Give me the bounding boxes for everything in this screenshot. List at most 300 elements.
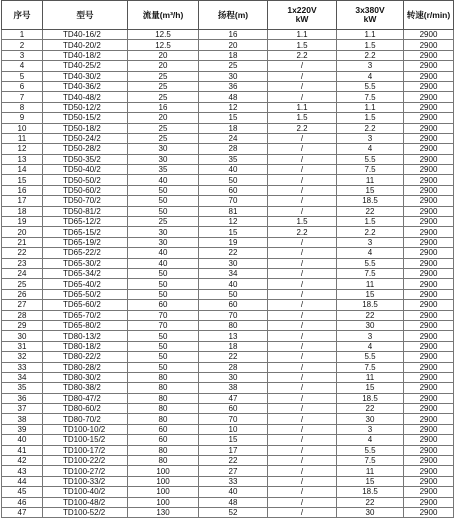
cell-index: 23 bbox=[2, 258, 43, 268]
cell-head: 38 bbox=[199, 383, 268, 393]
cell-speed: 2900 bbox=[404, 40, 454, 50]
cell-flow: 60 bbox=[128, 424, 199, 434]
cell-head: 19 bbox=[199, 237, 268, 247]
cell-flow: 30 bbox=[128, 154, 199, 164]
table-row bbox=[2, 476, 454, 486]
cell-model: TD40-20/2 bbox=[43, 40, 128, 50]
cell-index: 16 bbox=[2, 185, 43, 195]
cell-head: 47 bbox=[199, 393, 268, 403]
table-row bbox=[2, 248, 454, 258]
cell-flow: 35 bbox=[128, 165, 199, 175]
cell-power-1ph: / bbox=[268, 466, 337, 476]
cell-speed: 2900 bbox=[404, 393, 454, 403]
table-row bbox=[2, 352, 454, 362]
cell-model: TD65-50/2 bbox=[43, 289, 128, 299]
cell-head: 34 bbox=[199, 268, 268, 278]
header-power-1ph-unit: kW bbox=[295, 14, 309, 24]
cell-flow: 80 bbox=[128, 456, 199, 466]
cell-power-3ph: 7.5 bbox=[337, 456, 404, 466]
cell-power-1ph: / bbox=[268, 206, 337, 216]
cell-index: 34 bbox=[2, 372, 43, 382]
cell-power-3ph: 5.5 bbox=[337, 445, 404, 455]
cell-model: TD65-15/2 bbox=[43, 227, 128, 237]
cell-head: 48 bbox=[199, 92, 268, 102]
cell-power-1ph: 2.2 bbox=[268, 227, 337, 237]
cell-model: TD100-15/2 bbox=[43, 435, 128, 445]
cell-power-1ph: / bbox=[268, 341, 337, 351]
cell-flow: 25 bbox=[128, 217, 199, 227]
table-row bbox=[2, 30, 454, 40]
cell-power-3ph: 5.5 bbox=[337, 81, 404, 91]
cell-power-1ph: / bbox=[268, 372, 337, 382]
cell-power-1ph: / bbox=[268, 61, 337, 71]
cell-power-3ph: 11 bbox=[337, 175, 404, 185]
cell-power-3ph: 4 bbox=[337, 248, 404, 258]
cell-head: 13 bbox=[199, 331, 268, 341]
table-row bbox=[2, 383, 454, 393]
cell-power-1ph: / bbox=[268, 404, 337, 414]
cell-flow: 50 bbox=[128, 331, 199, 341]
cell-model: TD50-28/2 bbox=[43, 144, 128, 154]
cell-index: 7 bbox=[2, 92, 43, 102]
cell-power-3ph: 18.5 bbox=[337, 196, 404, 206]
cell-power-3ph: 22 bbox=[337, 206, 404, 216]
cell-index: 13 bbox=[2, 154, 43, 164]
cell-power-3ph: 11 bbox=[337, 466, 404, 476]
cell-index: 18 bbox=[2, 206, 43, 216]
cell-head: 30 bbox=[199, 258, 268, 268]
header-flow: 流量(m³/h) bbox=[128, 1, 199, 30]
cell-model: TD65-22/2 bbox=[43, 248, 128, 258]
cell-speed: 2900 bbox=[404, 268, 454, 278]
cell-index: 28 bbox=[2, 310, 43, 320]
cell-model: TD100-40/2 bbox=[43, 487, 128, 497]
cell-head: 81 bbox=[199, 206, 268, 216]
cell-index: 1 bbox=[2, 30, 43, 40]
cell-speed: 2900 bbox=[404, 435, 454, 445]
cell-speed: 2900 bbox=[404, 383, 454, 393]
table-row bbox=[2, 279, 454, 289]
cell-flow: 20 bbox=[128, 61, 199, 71]
table-row bbox=[2, 165, 454, 175]
cell-model: TD65-12/2 bbox=[43, 217, 128, 227]
cell-power-1ph: / bbox=[268, 92, 337, 102]
cell-flow: 20 bbox=[128, 50, 199, 60]
cell-index: 10 bbox=[2, 123, 43, 133]
cell-model: TD50-35/2 bbox=[43, 154, 128, 164]
cell-power-3ph: 30 bbox=[337, 320, 404, 330]
cell-index: 25 bbox=[2, 279, 43, 289]
cell-speed: 2900 bbox=[404, 227, 454, 237]
cell-head: 10 bbox=[199, 424, 268, 434]
cell-power-1ph: / bbox=[268, 289, 337, 299]
header-model: 型号 bbox=[43, 1, 128, 30]
table-row bbox=[2, 445, 454, 455]
cell-model: TD50-70/2 bbox=[43, 196, 128, 206]
cell-flow: 50 bbox=[128, 279, 199, 289]
cell-head: 48 bbox=[199, 497, 268, 507]
cell-power-3ph: 18.5 bbox=[337, 487, 404, 497]
cell-power-1ph: / bbox=[268, 258, 337, 268]
cell-index: 9 bbox=[2, 113, 43, 123]
cell-power-1ph: / bbox=[268, 237, 337, 247]
header-index: 序号 bbox=[2, 1, 43, 30]
cell-speed: 2900 bbox=[404, 331, 454, 341]
cell-power-3ph: 15 bbox=[337, 383, 404, 393]
cell-model: TD80-28/2 bbox=[43, 362, 128, 372]
cell-power-1ph: / bbox=[268, 71, 337, 81]
cell-head: 27 bbox=[199, 466, 268, 476]
cell-power-1ph: / bbox=[268, 445, 337, 455]
cell-flow: 100 bbox=[128, 466, 199, 476]
cell-power-3ph: 7.5 bbox=[337, 268, 404, 278]
cell-power-1ph: / bbox=[268, 268, 337, 278]
cell-flow: 50 bbox=[128, 206, 199, 216]
cell-speed: 2900 bbox=[404, 476, 454, 486]
table-row bbox=[2, 123, 454, 133]
cell-power-1ph: / bbox=[268, 279, 337, 289]
cell-flow: 50 bbox=[128, 185, 199, 195]
cell-power-1ph: / bbox=[268, 300, 337, 310]
cell-head: 18 bbox=[199, 341, 268, 351]
cell-index: 42 bbox=[2, 456, 43, 466]
header-speed: 转速(r/min) bbox=[404, 1, 454, 30]
cell-power-1ph: / bbox=[268, 248, 337, 258]
cell-model: TD100-10/2 bbox=[43, 424, 128, 434]
cell-flow: 80 bbox=[128, 383, 199, 393]
cell-head: 60 bbox=[199, 300, 268, 310]
cell-speed: 2900 bbox=[404, 497, 454, 507]
cell-flow: 20 bbox=[128, 113, 199, 123]
cell-power-3ph: 22 bbox=[337, 497, 404, 507]
cell-speed: 2900 bbox=[404, 92, 454, 102]
cell-model: TD80-18/2 bbox=[43, 341, 128, 351]
cell-model: TD50-18/2 bbox=[43, 123, 128, 133]
cell-speed: 2900 bbox=[404, 144, 454, 154]
cell-index: 5 bbox=[2, 71, 43, 81]
cell-head: 50 bbox=[199, 175, 268, 185]
cell-index: 40 bbox=[2, 435, 43, 445]
cell-index: 35 bbox=[2, 383, 43, 393]
cell-flow: 80 bbox=[128, 414, 199, 424]
cell-flow: 30 bbox=[128, 227, 199, 237]
cell-speed: 2900 bbox=[404, 185, 454, 195]
cell-power-1ph: / bbox=[268, 393, 337, 403]
header-power-3ph-voltage: 3x380V bbox=[355, 5, 385, 16]
cell-flow: 25 bbox=[128, 123, 199, 133]
cell-head: 30 bbox=[199, 372, 268, 382]
cell-flow: 100 bbox=[128, 476, 199, 486]
table-body bbox=[2, 30, 454, 518]
cell-power-1ph: / bbox=[268, 456, 337, 466]
cell-model: TD80-70/2 bbox=[43, 414, 128, 424]
table-row bbox=[2, 175, 454, 185]
cell-speed: 2900 bbox=[404, 310, 454, 320]
cell-power-1ph: / bbox=[268, 497, 337, 507]
cell-speed: 2900 bbox=[404, 102, 454, 112]
cell-power-3ph: 1.1 bbox=[337, 30, 404, 40]
cell-power-3ph: 3 bbox=[337, 133, 404, 143]
cell-model: TD40-30/2 bbox=[43, 71, 128, 81]
cell-model: TD50-40/2 bbox=[43, 165, 128, 175]
cell-index: 11 bbox=[2, 133, 43, 143]
cell-flow: 25 bbox=[128, 81, 199, 91]
cell-model: TD40-36/2 bbox=[43, 81, 128, 91]
table-row bbox=[2, 258, 454, 268]
table-row bbox=[2, 154, 454, 164]
cell-head: 15 bbox=[199, 113, 268, 123]
cell-index: 33 bbox=[2, 362, 43, 372]
table-row bbox=[2, 414, 454, 424]
cell-flow: 100 bbox=[128, 487, 199, 497]
cell-head: 12 bbox=[199, 217, 268, 227]
cell-power-1ph: / bbox=[268, 81, 337, 91]
cell-power-1ph: / bbox=[268, 133, 337, 143]
cell-flow: 130 bbox=[128, 507, 199, 517]
cell-head: 70 bbox=[199, 196, 268, 206]
header-power-3ph-unit: kW bbox=[363, 14, 377, 24]
cell-index: 15 bbox=[2, 175, 43, 185]
cell-flow: 25 bbox=[128, 92, 199, 102]
table-row bbox=[2, 424, 454, 434]
cell-power-1ph: / bbox=[268, 424, 337, 434]
cell-model: TD50-60/2 bbox=[43, 185, 128, 195]
cell-flow: 80 bbox=[128, 393, 199, 403]
cell-model: TD65-34/2 bbox=[43, 268, 128, 278]
cell-head: 50 bbox=[199, 289, 268, 299]
cell-index: 43 bbox=[2, 466, 43, 476]
cell-power-1ph: 1.5 bbox=[268, 40, 337, 50]
cell-power-3ph: 2.2 bbox=[337, 123, 404, 133]
cell-power-3ph: 18.5 bbox=[337, 300, 404, 310]
cell-speed: 2900 bbox=[404, 507, 454, 517]
cell-power-1ph: / bbox=[268, 320, 337, 330]
table-row bbox=[2, 362, 454, 372]
cell-model: TD65-80/2 bbox=[43, 320, 128, 330]
cell-power-1ph: 1.1 bbox=[268, 102, 337, 112]
cell-flow: 25 bbox=[128, 133, 199, 143]
cell-head: 22 bbox=[199, 352, 268, 362]
cell-power-1ph: / bbox=[268, 310, 337, 320]
cell-index: 24 bbox=[2, 268, 43, 278]
header-power-1ph bbox=[268, 1, 337, 30]
table-header bbox=[2, 1, 454, 30]
cell-flow: 30 bbox=[128, 237, 199, 247]
table-row bbox=[2, 237, 454, 247]
cell-head: 80 bbox=[199, 320, 268, 330]
table-row bbox=[2, 206, 454, 216]
cell-power-1ph: / bbox=[268, 175, 337, 185]
cell-power-1ph: / bbox=[268, 487, 337, 497]
cell-speed: 2900 bbox=[404, 248, 454, 258]
cell-speed: 2900 bbox=[404, 217, 454, 227]
cell-speed: 2900 bbox=[404, 320, 454, 330]
cell-index: 39 bbox=[2, 424, 43, 434]
cell-power-3ph: 22 bbox=[337, 310, 404, 320]
cell-flow: 80 bbox=[128, 372, 199, 382]
cell-index: 47 bbox=[2, 507, 43, 517]
cell-flow: 50 bbox=[128, 362, 199, 372]
cell-model: TD100-48/2 bbox=[43, 497, 128, 507]
cell-power-3ph: 5.5 bbox=[337, 258, 404, 268]
cell-model: TD80-38/2 bbox=[43, 383, 128, 393]
cell-flow: 40 bbox=[128, 175, 199, 185]
header-row bbox=[2, 1, 454, 30]
table-row bbox=[2, 71, 454, 81]
cell-speed: 2900 bbox=[404, 279, 454, 289]
cell-power-3ph: 5.5 bbox=[337, 154, 404, 164]
cell-index: 44 bbox=[2, 476, 43, 486]
cell-model: TD50-15/2 bbox=[43, 113, 128, 123]
cell-index: 41 bbox=[2, 445, 43, 455]
cell-power-1ph: 1.5 bbox=[268, 113, 337, 123]
table-row bbox=[2, 144, 454, 154]
table-row bbox=[2, 133, 454, 143]
cell-head: 17 bbox=[199, 445, 268, 455]
cell-power-3ph: 15 bbox=[337, 185, 404, 195]
cell-flow: 25 bbox=[128, 71, 199, 81]
cell-power-3ph: 18.5 bbox=[337, 393, 404, 403]
table-row bbox=[2, 320, 454, 330]
cell-power-1ph: / bbox=[268, 476, 337, 486]
cell-speed: 2900 bbox=[404, 341, 454, 351]
cell-speed: 2900 bbox=[404, 237, 454, 247]
cell-speed: 2900 bbox=[404, 300, 454, 310]
pump-spec-table bbox=[1, 0, 454, 518]
cell-speed: 2900 bbox=[404, 362, 454, 372]
cell-head: 18 bbox=[199, 123, 268, 133]
cell-head: 70 bbox=[199, 310, 268, 320]
cell-index: 45 bbox=[2, 487, 43, 497]
table-row bbox=[2, 487, 454, 497]
cell-head: 22 bbox=[199, 248, 268, 258]
cell-model: TD50-12/2 bbox=[43, 102, 128, 112]
table-row bbox=[2, 435, 454, 445]
cell-head: 22 bbox=[199, 456, 268, 466]
cell-flow: 60 bbox=[128, 435, 199, 445]
cell-index: 8 bbox=[2, 102, 43, 112]
cell-power-3ph: 30 bbox=[337, 414, 404, 424]
cell-model: TD100-52/2 bbox=[43, 507, 128, 517]
cell-flow: 80 bbox=[128, 404, 199, 414]
cell-power-1ph: 1.1 bbox=[268, 30, 337, 40]
cell-speed: 2900 bbox=[404, 424, 454, 434]
table-row bbox=[2, 50, 454, 60]
cell-flow: 16 bbox=[128, 102, 199, 112]
cell-index: 31 bbox=[2, 341, 43, 351]
table-row bbox=[2, 185, 454, 195]
cell-index: 27 bbox=[2, 300, 43, 310]
cell-speed: 2900 bbox=[404, 289, 454, 299]
cell-power-1ph: / bbox=[268, 144, 337, 154]
cell-head: 15 bbox=[199, 227, 268, 237]
cell-power-3ph: 7.5 bbox=[337, 92, 404, 102]
cell-head: 60 bbox=[199, 404, 268, 414]
header-power-1ph-voltage: 1x220V bbox=[287, 5, 317, 16]
cell-power-1ph: / bbox=[268, 196, 337, 206]
cell-index: 12 bbox=[2, 144, 43, 154]
cell-speed: 2900 bbox=[404, 352, 454, 362]
cell-power-3ph: 3 bbox=[337, 424, 404, 434]
table-row bbox=[2, 217, 454, 227]
cell-index: 4 bbox=[2, 61, 43, 71]
cell-index: 14 bbox=[2, 165, 43, 175]
cell-flow: 50 bbox=[128, 196, 199, 206]
table-row bbox=[2, 331, 454, 341]
table-row bbox=[2, 372, 454, 382]
cell-head: 25 bbox=[199, 61, 268, 71]
table-row bbox=[2, 102, 454, 112]
table-row bbox=[2, 268, 454, 278]
table-row bbox=[2, 300, 454, 310]
cell-speed: 2900 bbox=[404, 175, 454, 185]
cell-power-1ph: / bbox=[268, 185, 337, 195]
cell-flow: 50 bbox=[128, 289, 199, 299]
cell-speed: 2900 bbox=[404, 133, 454, 143]
cell-model: TD50-81/2 bbox=[43, 206, 128, 216]
cell-head: 30 bbox=[199, 71, 268, 81]
cell-model: TD100-33/2 bbox=[43, 476, 128, 486]
cell-model: TD40-25/2 bbox=[43, 61, 128, 71]
cell-head: 28 bbox=[199, 362, 268, 372]
cell-head: 15 bbox=[199, 435, 268, 445]
cell-speed: 2900 bbox=[404, 196, 454, 206]
cell-flow: 80 bbox=[128, 445, 199, 455]
cell-model: TD65-19/2 bbox=[43, 237, 128, 247]
cell-speed: 2900 bbox=[404, 61, 454, 71]
cell-speed: 2900 bbox=[404, 81, 454, 91]
cell-power-3ph: 22 bbox=[337, 404, 404, 414]
cell-index: 17 bbox=[2, 196, 43, 206]
cell-speed: 2900 bbox=[404, 50, 454, 60]
cell-model: TD65-70/2 bbox=[43, 310, 128, 320]
table-row bbox=[2, 81, 454, 91]
cell-model: TD80-22/2 bbox=[43, 352, 128, 362]
cell-power-3ph: 4 bbox=[337, 71, 404, 81]
cell-power-1ph: / bbox=[268, 352, 337, 362]
table-row bbox=[2, 113, 454, 123]
cell-power-3ph: 4 bbox=[337, 341, 404, 351]
cell-power-3ph: 2.2 bbox=[337, 227, 404, 237]
cell-power-3ph: 1.5 bbox=[337, 217, 404, 227]
cell-model: TD100-17/2 bbox=[43, 445, 128, 455]
cell-flow: 60 bbox=[128, 300, 199, 310]
cell-flow: 50 bbox=[128, 352, 199, 362]
cell-index: 3 bbox=[2, 50, 43, 60]
cell-index: 22 bbox=[2, 248, 43, 258]
cell-index: 36 bbox=[2, 393, 43, 403]
table-row bbox=[2, 40, 454, 50]
table-row bbox=[2, 196, 454, 206]
cell-head: 16 bbox=[199, 30, 268, 40]
cell-power-3ph: 11 bbox=[337, 279, 404, 289]
table-row bbox=[2, 92, 454, 102]
cell-index: 2 bbox=[2, 40, 43, 50]
cell-model: TD65-40/2 bbox=[43, 279, 128, 289]
cell-power-3ph: 1.1 bbox=[337, 102, 404, 112]
cell-index: 6 bbox=[2, 81, 43, 91]
cell-speed: 2900 bbox=[404, 71, 454, 81]
cell-head: 18 bbox=[199, 50, 268, 60]
cell-power-3ph: 15 bbox=[337, 476, 404, 486]
cell-model: TD50-24/2 bbox=[43, 133, 128, 143]
table-row bbox=[2, 310, 454, 320]
table-row bbox=[2, 393, 454, 403]
cell-model: TD80-30/2 bbox=[43, 372, 128, 382]
cell-speed: 2900 bbox=[404, 414, 454, 424]
cell-power-3ph: 4 bbox=[337, 144, 404, 154]
table-row bbox=[2, 289, 454, 299]
